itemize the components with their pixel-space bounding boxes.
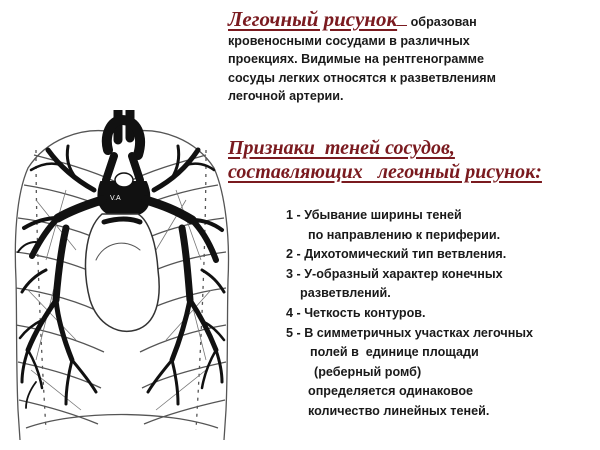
heading-line: составляющих легочный рисунок: (228, 161, 542, 183)
sign-item (286, 206, 591, 245)
sign-line: определяется одинаковое (308, 384, 474, 399)
sign-line: 4 - Четкость контуров. (286, 305, 426, 320)
term-underline (397, 24, 407, 26)
sign-item (286, 304, 591, 324)
intro-line: кровеносными сосудами в различных (228, 33, 470, 48)
signs-list (286, 206, 591, 422)
intro-line: сосуды легких относятся к разветвлениям (228, 70, 496, 85)
sign-line: 5 - В симметричных участках легочных (286, 325, 534, 340)
sign-item (286, 324, 591, 422)
sign-line: полей в единице площади (310, 345, 479, 360)
signs-heading (228, 136, 593, 184)
sign-item (286, 245, 591, 265)
sign-line: 2 - Дихотомический тип ветвления. (286, 247, 507, 262)
sign-line: по направлению к периферии. (308, 227, 501, 242)
sign-line: 3 - У-образный характер конечных (286, 266, 503, 281)
intro-paragraph (228, 7, 588, 106)
sign-line: (реберный ромб) (314, 364, 422, 379)
sign-line: разветвлений. (300, 286, 391, 301)
va-label: V.A (110, 195, 121, 202)
intro-line: легочной артерии. (228, 89, 344, 103)
heading-line: Признаки теней сосудов, (228, 137, 455, 159)
ar-label: Ar (123, 148, 130, 155)
sign-item (286, 265, 591, 304)
lung-pattern-term: Легочный рисунок (228, 7, 398, 31)
intro-line: образован (410, 15, 477, 29)
sign-line: количество линейных теней. (308, 403, 490, 418)
sign-line: 1 - Убывание ширины теней (286, 208, 462, 222)
intro-line: проекциях. Видимые на рентгенограмме (228, 52, 484, 66)
lung-vessel-illustration (6, 110, 236, 445)
